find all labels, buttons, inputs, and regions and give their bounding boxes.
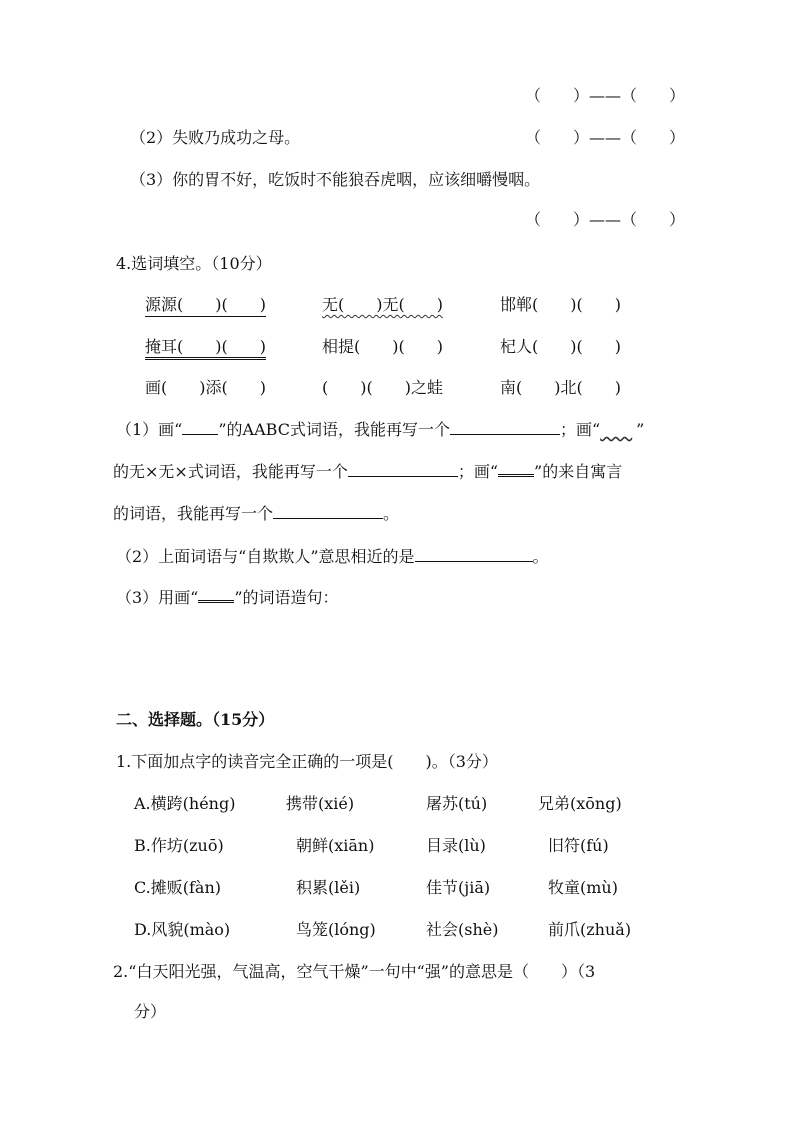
s2-q2-line1: 2.“白天阳光强，气温高，空气干燥”一句中“强”的意思是（ ）（3 bbox=[113, 962, 596, 981]
word-yan-er[interactable]: 掩耳( )( ) bbox=[145, 337, 266, 360]
q3-answer-row-1[interactable]: （ ）——（ ） bbox=[525, 86, 686, 105]
option-d-4: 前爪(zhuǎ) bbox=[548, 920, 632, 939]
option-a[interactable]: A.横跨(héng) bbox=[134, 794, 236, 813]
wavy-underline-mark bbox=[600, 420, 636, 432]
option-c-4: 牧童(mù) bbox=[548, 878, 618, 897]
word-nan-bei[interactable]: 南( )北( ) bbox=[500, 378, 621, 397]
single-underline-mark bbox=[182, 422, 218, 435]
double-underline-mark bbox=[498, 462, 534, 477]
option-a-2: 携带(xié) bbox=[286, 794, 355, 813]
option-d-2: 鸟笼(lóng) bbox=[296, 920, 376, 939]
option-b-3: 目录(lù) bbox=[426, 836, 486, 855]
q4-sub1-line1: （1）画“ ”的AABC式词语，我能再写一个 ；画“ ” bbox=[116, 420, 645, 439]
answer-blank-similar[interactable] bbox=[415, 547, 533, 562]
answer-blank-wuwu[interactable] bbox=[348, 462, 458, 477]
option-b-2: 朝鲜(xiān) bbox=[296, 836, 375, 855]
option-c[interactable]: C.摊贩(fàn) bbox=[134, 878, 222, 897]
q3-answer-row-3[interactable]: （ ）——（ ） bbox=[525, 210, 686, 229]
s2-q1: 1.下面加点字的读音完全正确的一项是( )。（3分） bbox=[116, 752, 498, 771]
q4-sub2: （2）上面词语与“自欺欺人”意思相近的是 。 bbox=[116, 547, 549, 566]
word-zhi-wa[interactable]: ( )( )之蛙 bbox=[322, 378, 443, 397]
option-d[interactable]: D.风貌(mào) bbox=[134, 920, 231, 939]
q4-sub3: （3）用画“ ”的词语造句： bbox=[116, 588, 339, 607]
q3-answer-row-2[interactable]: （ ）——（ ） bbox=[525, 128, 686, 147]
double-underline-mark bbox=[198, 588, 234, 603]
option-b[interactable]: B.作坊(zuō) bbox=[134, 836, 224, 855]
q4-sub1-line2: 的无×无×式词语，我能再写一个 ；画“ ”的来自寓言 bbox=[113, 462, 623, 481]
word-handan[interactable]: 邯郸( )( ) bbox=[500, 295, 621, 314]
answer-blank-fable[interactable] bbox=[273, 504, 383, 519]
word-qiren[interactable]: 杞人( )( ) bbox=[500, 337, 621, 356]
q4-sub1-line3: 的词语，我能再写一个 。 bbox=[113, 504, 400, 523]
option-c-2: 积累(lěi) bbox=[296, 878, 361, 897]
q3-item-2: （2）失败乃成功之母。 bbox=[130, 128, 301, 147]
word-yuanyuan[interactable]: 源源( )( ) bbox=[145, 295, 266, 317]
q4-title: 4.选词填空。（10分） bbox=[116, 254, 272, 273]
word-xiangti[interactable]: 相提( )( ) bbox=[322, 337, 443, 356]
q3-item-3: （3）你的胃不好，吃饭时不能狼吞虎咽，应该细嚼慢咽。 bbox=[130, 170, 541, 189]
section2-title: 二、选择题。（15分） bbox=[116, 710, 275, 729]
option-a-3: 屠苏(tú) bbox=[426, 794, 488, 813]
word-hua-tian[interactable]: 画( )添( ) bbox=[145, 378, 266, 397]
s2-q2-line2: 分） bbox=[134, 1002, 167, 1021]
word-wu-wu[interactable]: 无( )无( ) bbox=[322, 295, 443, 314]
option-a-4: 兄弟(xōng) bbox=[538, 794, 622, 813]
answer-blank-aabc[interactable] bbox=[450, 420, 560, 435]
option-c-3: 佳节(jiā) bbox=[426, 878, 491, 897]
option-d-3: 社会(shè) bbox=[426, 920, 499, 939]
option-b-4: 旧符(fú) bbox=[548, 836, 609, 855]
